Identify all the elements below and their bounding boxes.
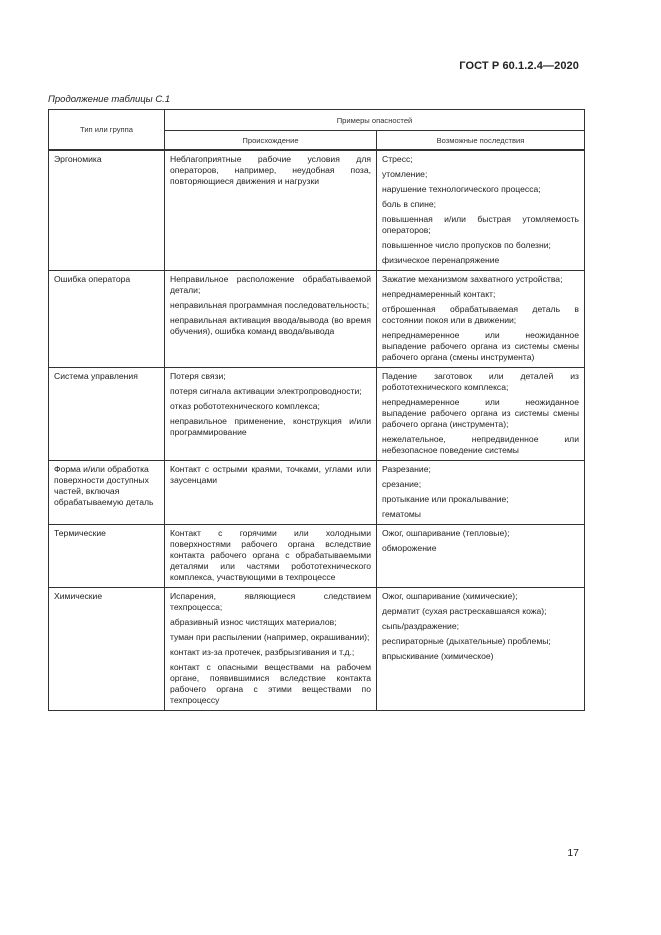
table-caption: Продолжение таблицы С.1	[48, 94, 171, 105]
origin-item: контакт с опасными веществами на рабочем органе, появившимися вследствие контакта рабочего органа с этими веществами по техпроцессу	[170, 662, 371, 705]
origin-item: неправильная программная последовательность;	[170, 300, 370, 310]
hazard-origin-cell	[165, 588, 377, 711]
header-type-group: Тип или группа	[49, 110, 165, 151]
consequence-item: отброшенная обрабатываемая деталь в состоянии покоя или в движении;	[382, 304, 579, 325]
consequence-item: протыкание или прокалывание;	[382, 494, 509, 504]
consequence-item: непреднамеренное или неожиданное выпадение рабочего органа из системы смены рабочего органа (смены инструмента)	[382, 330, 579, 362]
origin-item: абразивный износ чистящих материалов;	[170, 617, 337, 627]
consequence-item: повышенная и/или быстрая утомляемость операторов;	[382, 214, 579, 235]
hazard-consequences-cell	[377, 461, 585, 525]
table-row	[49, 368, 585, 461]
consequence-item: нарушение технологического процесса;	[382, 184, 541, 194]
origin-item: контакт из-за протечек, разбрызгивания и т.д.;	[170, 647, 355, 657]
hazard-type-cell: Форма и/или обработка поверхности доступных частей, включая обрабатываемую деталь	[49, 461, 165, 525]
origin-item: неправильная активация ввода/вывода (во время обучения), ошибка команд ввода/вывода	[170, 315, 371, 336]
hazard-type-cell: Ошибка оператора	[49, 271, 165, 368]
consequence-item: срезание;	[382, 479, 422, 489]
header-origin: Происхождение	[165, 131, 377, 151]
consequence-item: дерматит (сухая растрескавшаяся кожа);	[382, 606, 547, 616]
hazard-consequences-cell	[377, 368, 585, 461]
table-row	[49, 525, 585, 588]
consequence-item: гематомы	[382, 509, 421, 519]
origin-item: Контакт с острыми краями, точками, углами или заусенцами	[170, 464, 371, 485]
document-standard-code: ГОСТ Р 60.1.2.4—2020	[459, 60, 579, 72]
hazard-origin-cell	[165, 150, 377, 271]
origin-item: Потеря связи;	[170, 371, 226, 381]
origin-item: Неправильное расположение обрабатываемой детали;	[170, 274, 371, 295]
hazard-type-cell: Эргономика	[49, 150, 165, 271]
consequence-item: боль в спине;	[382, 199, 437, 209]
page-number: 17	[567, 847, 579, 859]
origin-item: потеря сигнала активации электропроводности;	[170, 386, 362, 396]
consequence-item: Ожог, ошпаривание (химические);	[382, 591, 518, 601]
consequence-item: впрыскивание (химическое)	[382, 651, 494, 661]
consequence-item: повышенное число пропусков по болезни;	[382, 240, 551, 250]
table-row	[49, 271, 585, 368]
origin-item: отказ робототехнического комплекса;	[170, 401, 320, 411]
consequence-item: Падение заготовок или деталей из робототехнического комплекса;	[382, 371, 579, 392]
hazard-origin-cell	[165, 271, 377, 368]
consequence-item: респираторные (дыхательные) проблемы;	[382, 636, 551, 646]
hazards-table	[48, 109, 585, 711]
table-header	[49, 110, 585, 151]
consequence-item: сыпь/раздражение;	[382, 621, 460, 631]
consequence-item: нежелательное, непредвиденное или небезопасное поведение системы	[382, 434, 579, 455]
hazard-type-cell: Термические	[49, 525, 165, 588]
origin-item: неправильное применение, конструкция и/или программирование	[170, 416, 371, 437]
hazard-origin-cell	[165, 525, 377, 588]
origin-item: Неблагоприятные рабочие условия для операторов, например, неудобная поза, повторяющиеся движения и нагрузки	[170, 154, 371, 186]
hazard-consequences-cell	[377, 271, 585, 368]
hazard-consequences-cell	[377, 588, 585, 711]
consequence-item: непреднамеренный контакт;	[382, 289, 496, 299]
hazard-origin-cell	[165, 368, 377, 461]
consequence-item: физическое перенапряжение	[382, 255, 500, 265]
hazard-type-cell: Химические	[49, 588, 165, 711]
hazard-origin-cell	[165, 461, 377, 525]
consequence-item: Зажатие механизмом захватного устройства;	[382, 274, 563, 284]
consequence-item: утомление;	[382, 169, 428, 179]
table-body	[49, 150, 585, 711]
table-row	[49, 150, 585, 271]
hazard-consequences-cell	[377, 150, 585, 271]
hazard-consequences-cell	[377, 525, 585, 588]
consequence-item: Стресс;	[382, 154, 413, 164]
consequence-item: Ожог, ошпаривание (тепловые);	[382, 528, 510, 538]
origin-item: туман при распылении (например, окрашивании);	[170, 632, 370, 642]
consequence-item: Разрезание;	[382, 464, 431, 474]
table-row	[49, 461, 585, 525]
hazard-type-cell: Система управления	[49, 368, 165, 461]
header-consequences: Возможные последствия	[377, 131, 585, 151]
consequence-item: обморожение	[382, 543, 437, 553]
header-hazard-examples: Примеры опасностей	[165, 110, 585, 131]
consequence-item: непреднамеренное или неожиданное выпадение рабочего органа из системы смены рабочего органа (инструмента);	[382, 397, 579, 429]
table-row	[49, 588, 585, 711]
origin-item: Контакт с горячими или холодными поверхностями рабочего органа вследствие контакта рабочего органа с обрабатываемыми деталями или частями робототехнического комплекса, участвующими в техпроцессе	[170, 528, 371, 582]
origin-item: Испарения, являющиеся следствием техпроцесса;	[170, 591, 371, 612]
